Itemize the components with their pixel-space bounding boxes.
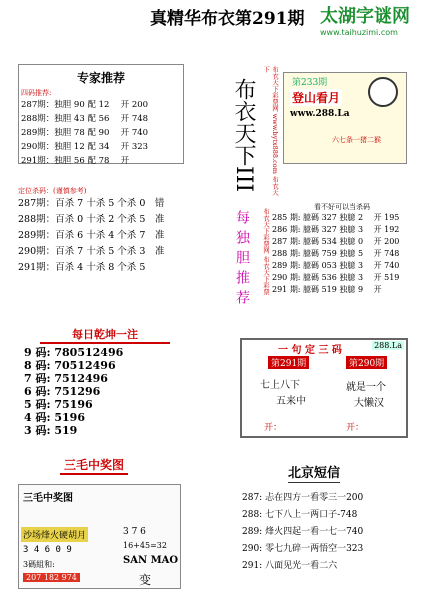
yiju-text-left2: 五来中 [276,396,306,407]
list-item: 287期：独胆 90 配 12 开 200 [21,100,149,110]
lottery-card [283,72,407,164]
yiju-issue-left: 第291期 [268,356,309,369]
expert-title: 专家推荐 [76,71,125,85]
list-item: 4 码: 5196 [24,411,85,424]
list-item: 289 期: 臆碼 053 独臆 3 开 740 [272,261,400,270]
list-item: 287期：百杀 7 十杀 5 个杀 0 错 [18,198,165,209]
expert-panel [18,64,184,164]
sanmao-r4: 变 [139,573,152,587]
list-item: 7 码: 7512496 [24,372,108,385]
beijing-title: 北京短信 [288,462,340,483]
yiju-head: 一 句 定 三 码 [278,345,342,356]
yiju-text-left1: 七上八下 [260,380,300,391]
list-item: 291期：独胆 56 配 78 开 [21,156,130,166]
yiju-foot-left: 开： [264,423,283,433]
list-item: 290期：独胆 12 配 34 开 323 [21,142,149,152]
sanmao-line2: 3 4 6 0 9 [23,545,72,555]
clock-icon [368,77,398,107]
expert-list [21,98,183,168]
kill-list [18,196,184,276]
kill-subtitle: 定位杀码：(谨慎参考) [18,187,87,195]
sanmao-r2: 16+45=32 [123,541,167,550]
list-item: 289期：独胆 78 配 90 开 740 [21,128,149,138]
list-item: 286 期: 臆碼 327 独臆 3 开 192 [272,225,400,234]
lottery-issue: 第233期 [292,78,328,88]
daily-title: 每日乾坤一注 [40,326,170,344]
sanmao-image [18,484,181,589]
sanmao-line4: 207 182 974 [23,573,80,582]
list-item: 291 期: 臆碼 519 独臆 9 开 [272,285,382,294]
yiju-foot-right: 开： [346,423,365,433]
site-logo[interactable] [320,2,430,37]
list-item: 9 码: 780512496 [24,346,124,359]
duzhan-caption: 看不好可以当杀码 [314,203,370,211]
list-item: 287 期: 臆碼 534 独臆 0 开 200 [272,237,400,246]
sanmao-head: 三毛中奖图 [23,493,73,504]
list-item: 287: 忐在四方一看零三一200 [242,493,364,503]
yiju-issue-right: 第290期 [346,356,387,369]
duzhan-title: 每独胆推荐 [234,210,250,310]
sanmao-r1: 3 7 6 [123,527,146,537]
yiju-box [240,338,408,438]
yiju-text-right2: 大懒汉 [354,398,384,409]
list-item: 288 期: 臆碼 759 独臆 5 开 748 [272,249,400,258]
expert-subtitle: 四码推荐: [21,89,52,97]
list-item: 291: 八面见光一看二六 [242,561,338,571]
list-item: 3 码: 519 [24,424,78,437]
sanmao-line3: 3碼組和: [23,560,55,569]
list-item: 291期：百杀 4 十杀 8 个杀 5 [18,262,146,273]
duzhan-list [272,212,412,296]
list-item: 285 期: 臆碼 327 独臆 2 开 195 [272,213,400,222]
list-item: 6 码: 751296 [24,385,101,398]
daily-panel [18,326,188,437]
list-item: 290期：百杀 7 十杀 5 个杀 3 准 [18,246,165,257]
lottery-headline: 登山看月 [292,91,341,105]
list-item: 288期：独胆 43 配 56 开 748 [21,114,149,124]
vertical-text-mid: 布衣天下彩票网 布衣天下彩票 [262,208,270,295]
list-item: 290: 零七九碎一两悟空一323 [242,544,364,554]
logo-url: www.taihuzimi.com [320,28,398,37]
list-item: 5 码: 75196 [24,398,93,411]
list-item: 288: 七下八上一两口子-748 [242,510,358,520]
yiju-badge: 288.La [374,341,402,350]
beijing-list [242,490,428,575]
yiju-text-right1: 就是一个 [346,382,386,393]
sanmao-r3: SAN MAO [123,555,179,566]
duzhan-panel [272,202,412,296]
big-title: 布衣天下III [231,78,256,193]
sanmao-title: 三毛中奖图 [60,456,128,475]
logo-main: 太湖字谜网 [320,6,410,27]
lottery-tag: 六七条一猪二猴 [332,136,381,144]
kill-panel [18,186,184,276]
list-item: 289期：百杀 6 十杀 4 个杀 7 准 [18,230,165,241]
list-item: 290 期: 臆碼 536 独臆 3 开 519 [272,273,400,282]
sanmao-line1: 沙场烽火硬胡月 [21,527,88,542]
list-item: 288期：百杀 0 十杀 2 个杀 5 准 [18,214,165,225]
daily-list [24,346,188,437]
lottery-site: www.288.La [290,109,350,119]
list-item: 8 码: 70512496 [24,359,116,372]
page-title: 真精华布衣第291期 [150,9,305,29]
list-item: 289: 烽火四起一看一七一740 [242,527,364,537]
vertical-text-top: 布衣天下彩票网 www.bytx888.com 布衣天下 [262,66,279,196]
